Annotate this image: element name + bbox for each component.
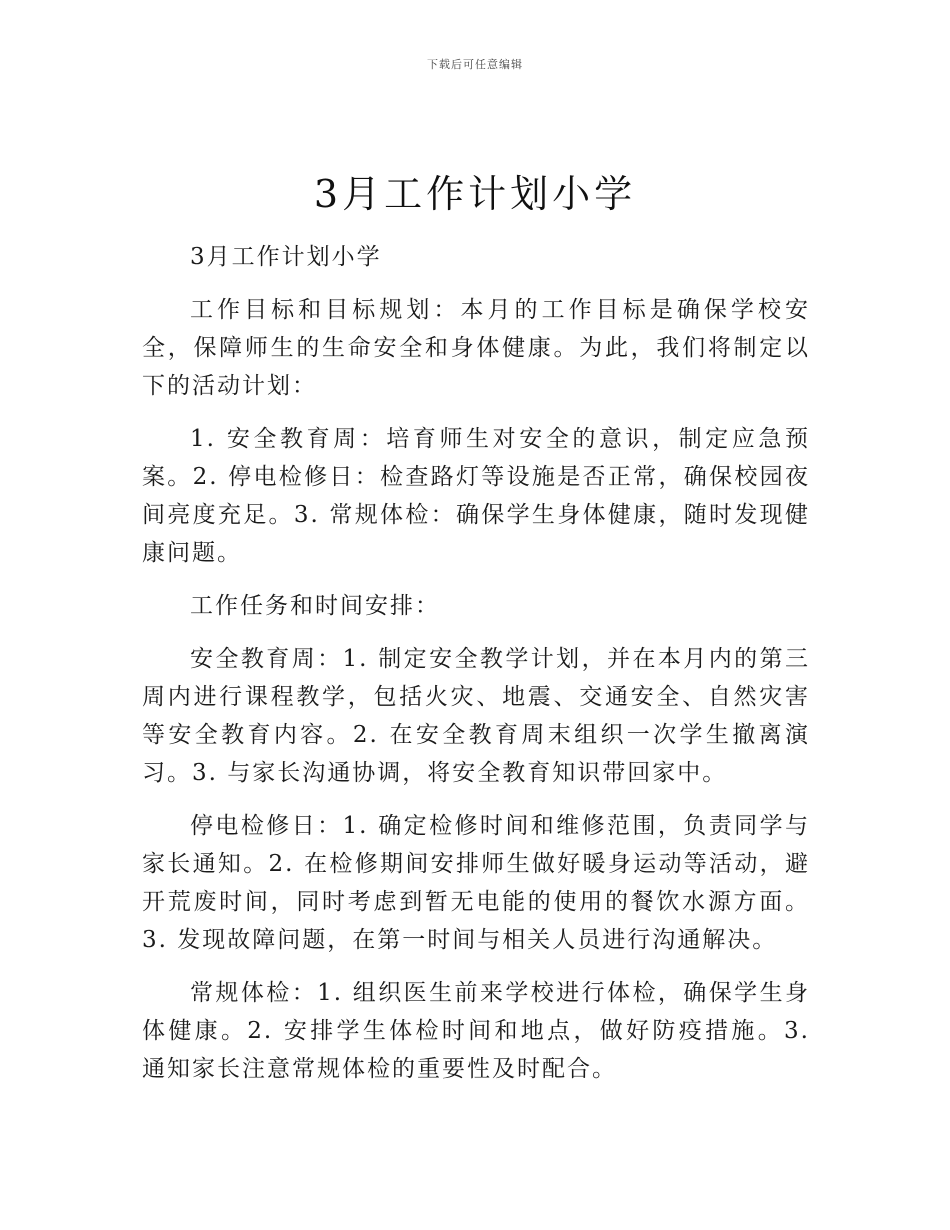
goals-paragraph: 工作目标和目标规划：本月的工作目标是确保学校安全，保障师生的生命安全和身体健康。为此，我们将制定以下的活动计划： [142, 297, 810, 399]
safety-week-paragraph: 安全教育周：1. 制定安全教学计划，并在本月内的第三周内进行课程教学，包括火灾、地震、交通安全、自然灾害等安全教育内容。2. 在安全教育周末组织一次学生撤离演习。3. 与家长沟通协调，将安全教育知识带回家中。 [142, 646, 810, 786]
document-title: 3月工作计划小学 [313, 172, 637, 216]
subtitle-paragraph: 3月工作计划小学 [190, 244, 382, 270]
tasks-heading-paragraph: 工作任务和时间安排： [190, 593, 440, 619]
health-checkup-paragraph: 常规体检：1. 组织医生前来学校进行体检，确保学生身体健康。2. 安排学生体检时间和地点，做好防疫措施。3. 通知家长注意常规体检的重要性及时配合。 [142, 980, 810, 1082]
power-maintenance-paragraph: 停电检修日：1. 确定检修时间和维修范围，负责同学与家长通知。2. 在检修期间安排师生做好暖身运动等活动，避开荒废时间，同时考虑到暂无电能的使用的餐饮水源方面。3. 发现故障问题，在第一时间与相关人员进行沟通解决。 [142, 813, 810, 953]
activity-plan-paragraph: 1. 安全教育周：培育师生对安全的意识，制定应急预案。2. 停电检修日：检查路灯等设施是否正常，确保校园夜间亮度充足。3. 常规体检：确保学生身体健康，随时发现健康问题。 [142, 426, 810, 566]
document-body [142, 238, 810, 1103]
page-header-note: 下载后可任意编辑 [427, 58, 523, 71]
